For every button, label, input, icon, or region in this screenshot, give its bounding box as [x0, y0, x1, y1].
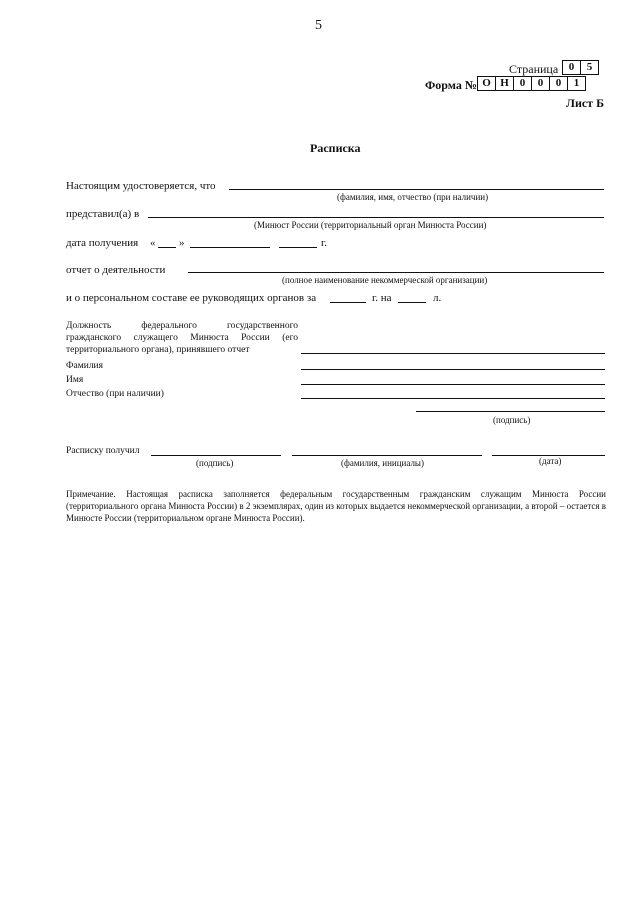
certifies-label: Настоящим удостоверяется, что: [66, 180, 216, 192]
day-field-line[interactable]: [158, 247, 176, 248]
submitted-field-line[interactable]: [148, 217, 604, 218]
form-code-char: 1: [567, 76, 586, 91]
personnel-years-mark: л.: [433, 292, 442, 304]
personnel-year-mark: г. на: [372, 292, 392, 304]
form-label: Форма №: [425, 78, 477, 92]
org-name-field-line[interactable]: [188, 272, 604, 273]
form-code-char: 0: [531, 76, 550, 91]
officer-signature-line[interactable]: [416, 411, 605, 412]
fio-caption: (фамилия, имя, отчество (при наличии): [337, 192, 489, 202]
org-name-caption: (полное наименование некоммерческой организации): [282, 275, 488, 285]
name-field-line[interactable]: [301, 384, 605, 385]
officer-position-text: Должность федерального государственного гражданского служащего Минюста России (его территориального органа), принявшего отчет: [66, 321, 298, 355]
form-code-boxes: [478, 76, 586, 91]
personnel-year-from-line[interactable]: [330, 302, 366, 303]
form-code-char: 0: [549, 76, 568, 91]
page-digit: 5: [580, 60, 599, 75]
note-text: Примечание. Настоящая расписка заполняется федеральным государственным гражданским служащим Минюста России (территориального органа Минюста России) в 2 экземплярах, один из которых выдается некоммерческой организации, а второй – остается в Минюсте России (территориальном органе Минюста России).: [66, 489, 606, 523]
document-title: Расписка: [310, 141, 361, 155]
page-label: Страница: [509, 62, 559, 76]
form-code-char: О: [477, 76, 496, 91]
patronymic-field-line[interactable]: [301, 398, 605, 399]
date-close-quote: »: [179, 237, 185, 249]
year-suffix: г.: [321, 237, 328, 249]
page-number: 5: [315, 18, 322, 33]
form-code-char: Н: [495, 76, 514, 91]
surname-label: Фамилия: [66, 361, 104, 371]
name-label: Имя: [66, 375, 84, 385]
receipt-name-line[interactable]: [292, 455, 482, 456]
date-received-label: дата получения: [66, 237, 139, 249]
position-field-line[interactable]: [301, 353, 605, 354]
officer-signature-caption: (подпись): [493, 415, 531, 425]
page-digit: 0: [562, 60, 581, 75]
patronymic-label: Отчество (при наличии): [66, 389, 164, 399]
receipt-signature-line[interactable]: [151, 455, 281, 456]
page-number-boxes: [563, 60, 599, 75]
month-field-line[interactable]: [190, 247, 270, 248]
submitted-label: представил(а) в: [66, 208, 140, 220]
year-field-line[interactable]: [279, 247, 317, 248]
receipt-signature-caption: (подпись): [196, 458, 234, 468]
receipt-label: Расписку получил: [66, 446, 140, 456]
date-open-quote: «: [150, 237, 156, 249]
fio-field-line[interactable]: [229, 189, 604, 190]
personnel-years-line[interactable]: [398, 302, 426, 303]
report-label: отчет о деятельности: [66, 264, 166, 276]
form-code-char: 0: [513, 76, 532, 91]
surname-field-line[interactable]: [301, 369, 605, 370]
sheet-label: Лист Б: [566, 96, 605, 110]
personnel-text: и о персональном составе ее руководящих органов за: [66, 292, 317, 304]
receipt-date-caption: (дата): [539, 456, 562, 466]
submitted-caption: (Минюст России (территориальный орган Минюста России): [254, 220, 487, 230]
receipt-name-caption: (фамилия, инициалы): [341, 458, 424, 468]
